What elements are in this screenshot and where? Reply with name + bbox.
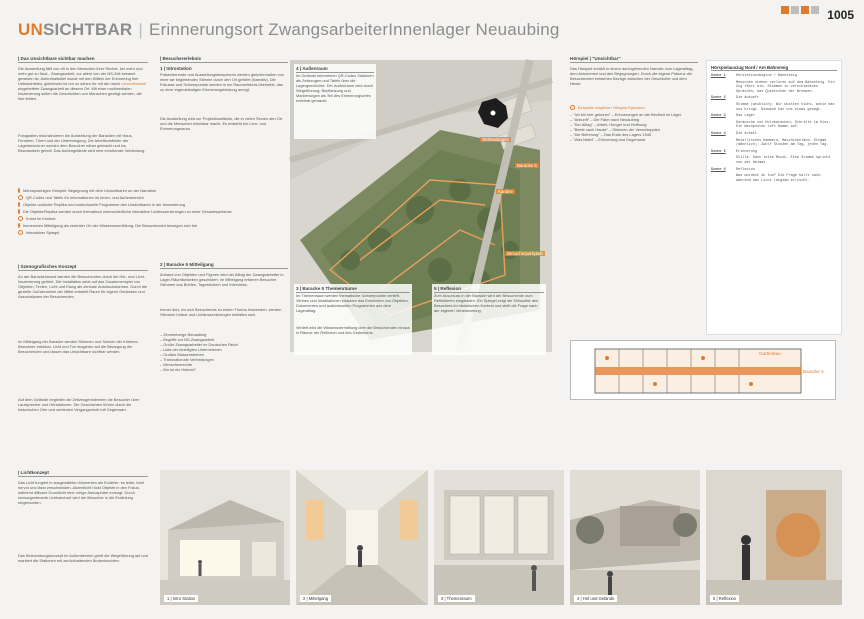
deco-square [801, 6, 809, 14]
script-line [711, 96, 837, 101]
szenografie-text: An der Barackenwand werden die Besuchenden durch die Hör- und Licht-Inszenierung geführt. Die Installation setzt auf das Zusammenspiel von Objekten, Texten, Licht und Klang als zentrale Ausdrucksformen. Durch die gezielte Zurücknahme der Mittel entsteht Raum für eigene Gedanken und Assoziationen der Besuchenden. [18, 274, 148, 299]
floor-plan-drawing [571, 341, 837, 401]
legend-label: Die Objekte/Replika werden durch thematisch unterschiedliche interaktive Lichtinszenierungen zu einer Gesamtsymbiose [23, 209, 232, 214]
script-scene-label: Szene 5 [711, 149, 726, 154]
script-line [711, 81, 837, 95]
topic-list-item: – Liste der beteiligten Unternehmen [160, 347, 222, 352]
topic-list-item: – Wo ist ein Heimat? [160, 367, 196, 372]
deco-square [781, 6, 789, 14]
locator-map [476, 96, 510, 130]
section-heading: Hörspiel | "Unsichtbar" [570, 56, 698, 63]
script-scene-text: Das Lager [736, 114, 755, 119]
concept-text: Die Ausstellung fällt von oft in den Menschen ihrer Rechte, bei mehr und mehr gut zu Nazi-, Zwangsarbeit, vor allem von der NS-Zeit bekannt gewesen ist. Aufenthaltstitel wurde mit den Mitteln der Erinnerung hier Unbeachtetes, gleichwohl ist nur zu sehen Ihr mit der durch Unsichtbarkeit eingebettete Zwangsarbeit an diesem Ort. Mit einer multimedialen Inszenierung sollen die Geschichten von Menschen gezeigt werden, die hier lebten. [18, 66, 147, 101]
topic-list-item: – Transnationale Verbindungen [160, 357, 214, 362]
subsection-heading: 1 | Introstation [160, 66, 192, 71]
episode-list [570, 112, 698, 142]
map-label: Besucherparkplatz [507, 251, 544, 256]
licht-text-2: Das Beleuchtungskonzept im Außenbereich greift die Wegeführung auf und markiert die Stationen mit zurückhaltenden Bodenleuchten. [18, 553, 148, 563]
script-line [711, 150, 837, 155]
episode-list-item: – "Ich bin hier geboren" – Erinnerungen an die Kindheit im Lager [570, 112, 682, 117]
script-scene-text: Erinnerung [736, 149, 758, 154]
intro-text-2: Die Ausstellung wird zur Projektionsfläche, die in vielen Sinnen den Ort und die Menschen erfahrbar macht. Es entsteht ein Lern- und Erinnerungsraum. [160, 116, 283, 131]
page-title: UNSICHTBAR | Erinnerungsort ZwangsarbeiterInnenlager Neuaubing [18, 20, 560, 39]
legend-label: Objekte und/oder Replika und audiovisuelle Programme des Unsichtbaren in der Inszenierung [23, 202, 185, 207]
section-heading: | Das Unsichtbare sichtbar machen [18, 56, 148, 63]
map-label: Baracke 5 [517, 163, 537, 168]
script-scene-label: Szene 2 [711, 96, 726, 101]
episode-list-item: – "Der Alltag" – Arbeit, Hunger und Hoffnung [570, 122, 647, 127]
episode-list-item: – "Die Befreiung" – Das Ende des Lagers 1945 [570, 132, 652, 137]
legend-label: Mehrsprachiges Hörspiel: Begegnung mit dem Unsichtbaren an der Narration [23, 188, 157, 193]
intro-text: Präsentierende und Ausstellungsbesucherin werden gleichermaßen von einer sie begleitenden Stimme durch den Ort geführt (Narrativ). Die Fokusse und Schwerpunkte werden in ein Raumerlebnis übersetzt, das zu einer eigenständigen Erinnerungsleistung anregt. [160, 72, 284, 92]
script-scene-text: Die Ankunft [736, 96, 760, 101]
legend-icon [18, 188, 20, 193]
topic-list-item: – Menschenrechte [160, 362, 193, 367]
locator-map-drawing [476, 96, 510, 130]
image-caption: 4 | Hof und Gelände [574, 595, 617, 602]
script-scene-label: Szene 6 [711, 167, 726, 172]
hoerspiel-episodes-heading: Beispiele möglicher Hörspiel-Episoden: [570, 105, 698, 110]
script-scene-text: Die Arbeit [736, 131, 758, 136]
script-scene-label: Szene 3 [711, 114, 726, 119]
section-heading: | Besuchererlebnis [160, 56, 288, 63]
hoerspiel-section [570, 56, 698, 142]
image-caption: 1 | Intro Station [164, 595, 198, 602]
szenografie-section [18, 264, 148, 469]
concept-text-2: Fotografien rekonstruieren die Ausstellung der Baracken mit Haus, Fenstern, Türen und der Unterbringung. Die Arbeitsumfelder der Lagerbewohner werden dem Besucher näher gebracht und ins Bewusstsein geholt. Das Außengelände wird eine emotionale Verbindung. [18, 133, 146, 153]
script-scene-label [711, 103, 733, 112]
script-lines [711, 74, 837, 183]
baracke-text: Anhand von Objekten und Figuren wird der Alltag der Zwangsarbeiter in Lager-Räumlichkeiten geschildert. Im Mittelgang erfahren Besucher Stimmen aus Briefen, Tagebüchern und Interviews. [160, 272, 284, 287]
topic-list-item: – Begriffe zur NS-Zwangsarbeit [160, 337, 215, 342]
render-mittelgang [296, 470, 428, 605]
render-hof-gelaende [570, 470, 700, 605]
speaker-icon [570, 105, 575, 110]
script-title: Hörspielauszug Nord / Am Bahnsteig [711, 65, 837, 71]
baracke-text-2: Immer dort, wo sich Besuchende zu einem Thema hinwenden, werden Stimmen hörbar und Lichtinszenierungen entfalten sich. [160, 307, 282, 317]
script-scene-label [711, 139, 733, 148]
szenografie-text-2: Im Mittelgang der Baracke werden Stimmen und Szenen der früheren Bewohner erlebbar. Licht und Ton reagieren auf die Bewegung der Besuchenden und lassen das Unsichtbare sichtbar werden. [18, 339, 138, 354]
legend-item [18, 194, 148, 201]
render-reflexion [706, 470, 842, 605]
szenografie-text-3: Auf dem Gelände begleiten die Zeitzeugenstimmen die Besucher über Lautsprecher und Hörstationen. Die Geschichten führen durch die historischen Orte und verbinden Vergangenheit mit Gegenwart. [18, 397, 140, 412]
script-line [711, 168, 837, 173]
image-caption: 3 | Themenraum [438, 595, 475, 602]
script-line [711, 121, 837, 130]
plan-label: Baracke 5 [803, 369, 824, 374]
episode-list-item: – "Was bleibt" – Erinnerung und Gegenwart [570, 137, 646, 142]
legend-label: Interaktiver Spiegel [26, 230, 60, 235]
script-scene-text: Menschen stehen verloren auf dem Bahnsteig. Ein Zug fährt ein, Stimmen in verschiedenen Sprachen, das Quietschen der Bremsen. [736, 80, 835, 94]
topic-list-item: – Zimmerberge Neuaubing [160, 332, 207, 337]
legend-item [18, 201, 185, 208]
script-scene-label [711, 121, 733, 130]
legend-item [18, 229, 148, 236]
script-line [711, 174, 837, 183]
outdoor-box: 4 | Außenraum Im Gelände informieren QR-Codes Stationen als Zeitzeugen und Tafeln über die Lagergeschichte. Der Außenraum wird durch Wegeführung, Bepflanzung und Markierungen als Teil des Erinnerungsortes erlebbar gemacht. [294, 64, 376, 139]
section-heading: | Szenografisches Konzept [18, 264, 148, 271]
section-heading: | Lichtkonzept [18, 470, 148, 477]
episode-list-item: – "Ankunft" – Die Fahrt nach Neuaubing [570, 117, 639, 122]
script-scene-label: Szene 1 [711, 74, 726, 78]
legend-item [18, 215, 148, 222]
topic-list [160, 332, 288, 372]
script-scene-label: Szene 4 [711, 131, 726, 136]
floor-plan [570, 340, 836, 400]
script-scene-text: Reflexion [736, 167, 755, 172]
legend-icon [18, 195, 23, 200]
section-heading: 2 | Baracke 5 Mitteilgang [160, 262, 288, 269]
image-caption: 2 | Mittelgang [300, 595, 331, 602]
legend-label: Immersives Mitteilgang als zentraler Ort der Wissensvermittlung. Die Besuchenden bewegen sich frei [23, 223, 198, 228]
legend-icon [18, 209, 20, 214]
legend-item [18, 208, 232, 215]
visitor-section [160, 56, 288, 150]
script-line [711, 156, 837, 165]
episode-list-item: – "Briefe nach Hause" – Stimmen der Verschleppten [570, 127, 661, 132]
script-line [711, 103, 837, 112]
legend-icon [18, 223, 20, 228]
script-scene-text: Stille. Dann leise Musik. Eine Stimme spricht von der Heimat. [736, 156, 831, 165]
render-themenraum [434, 470, 564, 605]
deco-square [811, 6, 819, 14]
script-scene-text: Hörstationsbeginn / Bahnsteig [736, 74, 797, 78]
plan-label: Gartenbau [759, 351, 781, 356]
legend-icon [18, 202, 20, 207]
legend-icon [18, 216, 23, 221]
reflexion-box: 5 | Reflexion Zum Abschluss in der Baracke wird der Besuchende zum Reflektieren eingeladen. Ein Spiegel zeigt die Silhouette des Besuchers im historischen Kontext und stellt die Frage nach der eigenen Verantwortung. [432, 284, 546, 355]
image-caption: 5 | Reflexion [710, 595, 739, 602]
legend-label: QR-Codes und Tafeln für Informationen im Innen- und Außenbereich [26, 195, 144, 200]
legend-label: Kunst im Kontext [26, 216, 56, 221]
sheet-number: 1005 [827, 8, 854, 22]
licht-text: Das Licht fungiert in ausgewählten Momenten als Erzähler: es leitet, hebt hervor und lässt verschwinden. Akzentlicht rückt Objekte in den Fokus, während diffuses Grundlicht eine ruhige Atmosphäre erzeugt. Durch sensorgesteuerte Lichtwechsel wird der Besucher in die Erzählung eingebunden. [18, 480, 144, 505]
legend-item [18, 187, 157, 194]
script-line [711, 114, 837, 119]
script-scene-text: Geräusche von Holzbaracken, Schritte im Kies. Ein Wachposten ruft Namen auf. [736, 120, 831, 130]
hoerspiel-text: Das Hörspiel erzählt in einem durchgehenden Narrativ vom Lageralltag, dem Ankommen und den Begegnungen. Durch die eigene Präsenz der Besuchenden entstehen Bezüge zwischen der Geschichte und dem Heute. [570, 66, 694, 86]
script-scene-text: Stimme (weiblich): Wir wussten nicht, wohin man uns bringt. Niemand hat uns etwas gesagt. [736, 102, 835, 112]
script-scene-text: Was würdest du tun? Die Frage hallt nach, während das Licht langsam erlischt. [736, 174, 823, 183]
site-plan [290, 60, 552, 352]
topic-list-item: – Große Zwangsarbeiter im Deutschen Reich [160, 342, 239, 347]
map-label: Kantine [498, 189, 513, 194]
themen-box: 3 | Baracke 5 Themenräume Im Themenraum werden thematische Schwerpunkte vertieft. Vitrinen und Installationen erlauben das Entdecken von Objekten, Dokumenten und audiovisuellen Programmen aus dem Lageralltag. Verlieft wird die Wissensvermittlung über die Besuchenden hinaus in Räume der Reflexion und des Gedenkens. [294, 284, 412, 355]
baracke5-section [160, 262, 288, 372]
map-label: Wohnanlagen [482, 137, 510, 142]
script-scene-label [711, 81, 733, 95]
script-scene-label [711, 174, 733, 183]
script-scene-label [711, 156, 733, 165]
licht-section [18, 470, 148, 603]
script-line [711, 74, 837, 79]
legend-item [18, 222, 198, 229]
script-scene-text: Metallisches Hämmern, Maschinenlärm. Stimme (männlich): Zwölf Stunden am Tag, jeden Tag. [736, 138, 829, 148]
script-panel [706, 60, 842, 335]
script-line [711, 132, 837, 137]
topic-list-item: – Großes Massensterben [160, 352, 204, 357]
legend [18, 187, 232, 236]
legend-icon [18, 230, 23, 235]
script-line [711, 139, 837, 148]
deco-square [791, 6, 799, 14]
render-intro-station [160, 470, 290, 605]
